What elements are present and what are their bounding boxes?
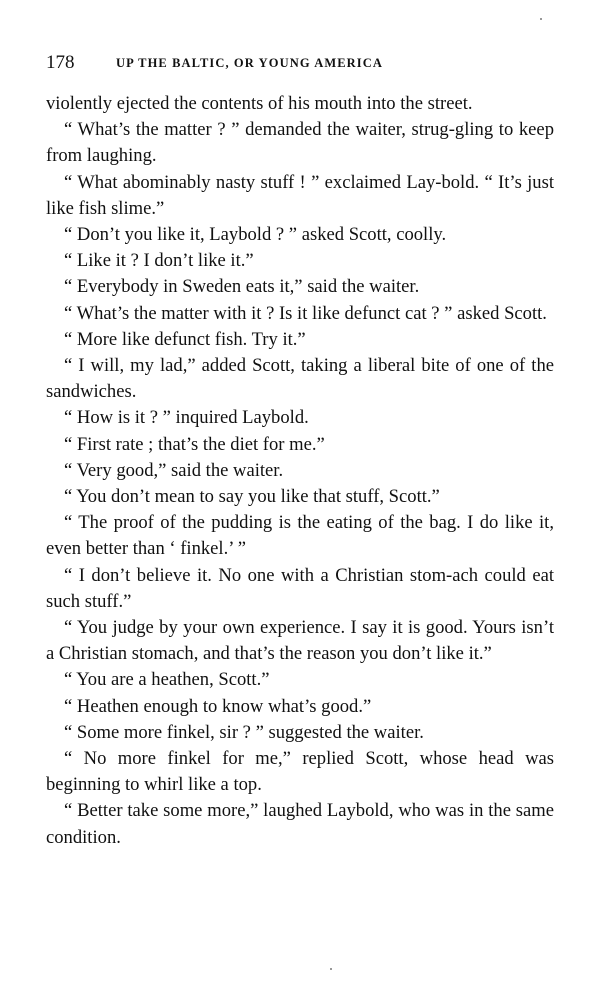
- paragraph: “ Everybody in Sweden eats it,” said the waiter.: [64, 276, 420, 298]
- paragraph: violently ejected the contents of his mouth into the street.: [46, 93, 473, 114]
- paragraph: “ What’s the matter with it ? Is it like defunct cat ? ” asked Scott.: [64, 302, 547, 324]
- paragraph: “ You judge by your own experience. I say it is good. Yours isn’t a Christian stomach, and that’s the reason you don’t like it.”: [46, 617, 554, 665]
- paragraph: “ Like it ? I don’t like it.”: [64, 250, 254, 272]
- paragraph: “ First rate ; that’s the diet for me.”: [64, 433, 325, 455]
- paragraph: “ Don’t you like it, Laybold ? ” asked Scott, coolly.: [64, 224, 447, 246]
- paragraph: “ Better take some more,” laughed Laybold, who was in the same condition.: [46, 800, 554, 848]
- paragraph: “ What’s the matter ? ” demanded the waiter, strug-gling to keep from laughing.: [46, 119, 554, 167]
- paragraph: “ How is it ? ” inquired Laybold.: [64, 407, 309, 429]
- scan-speck: [540, 18, 542, 20]
- paragraph: “ You are a heathen, Scott.”: [64, 669, 270, 691]
- paragraph: “ You don’t mean to say you like that stuff, Scott.”: [64, 486, 440, 508]
- running-title: UP THE BALTIC, OR YOUNG AMERICA: [116, 55, 384, 70]
- page-number: 178: [46, 52, 75, 73]
- page-header: [46, 52, 558, 74]
- paragraph: “ Some more finkel, sir ? ” suggested the waiter.: [64, 721, 424, 743]
- paragraph: “ The proof of the pudding is the eating of the bag. I do like it, even better than ‘ finkel.’ ”: [46, 512, 554, 560]
- scan-speck: [330, 968, 332, 970]
- paragraph: “ Heathen enough to know what’s good.”: [64, 695, 372, 717]
- paragraph: “ What abominably nasty stuff ! ” exclaimed Lay-bold. “ It’s just like fish slime.”: [46, 171, 554, 219]
- page-body: [46, 91, 554, 851]
- paragraph: “ More like defunct fish. Try it.”: [64, 328, 306, 350]
- paragraph: “ Very good,” said the waiter.: [64, 459, 284, 481]
- paragraph: “ No more finkel for me,” replied Scott, whose head was beginning to whirl like a top.: [46, 748, 554, 796]
- paragraph: “ I don’t believe it. No one with a Christian stom-ach could eat such stuff.”: [46, 564, 554, 612]
- paragraph: “ I will, my lad,” added Scott, taking a liberal bite of one of the sandwiches.: [46, 355, 554, 403]
